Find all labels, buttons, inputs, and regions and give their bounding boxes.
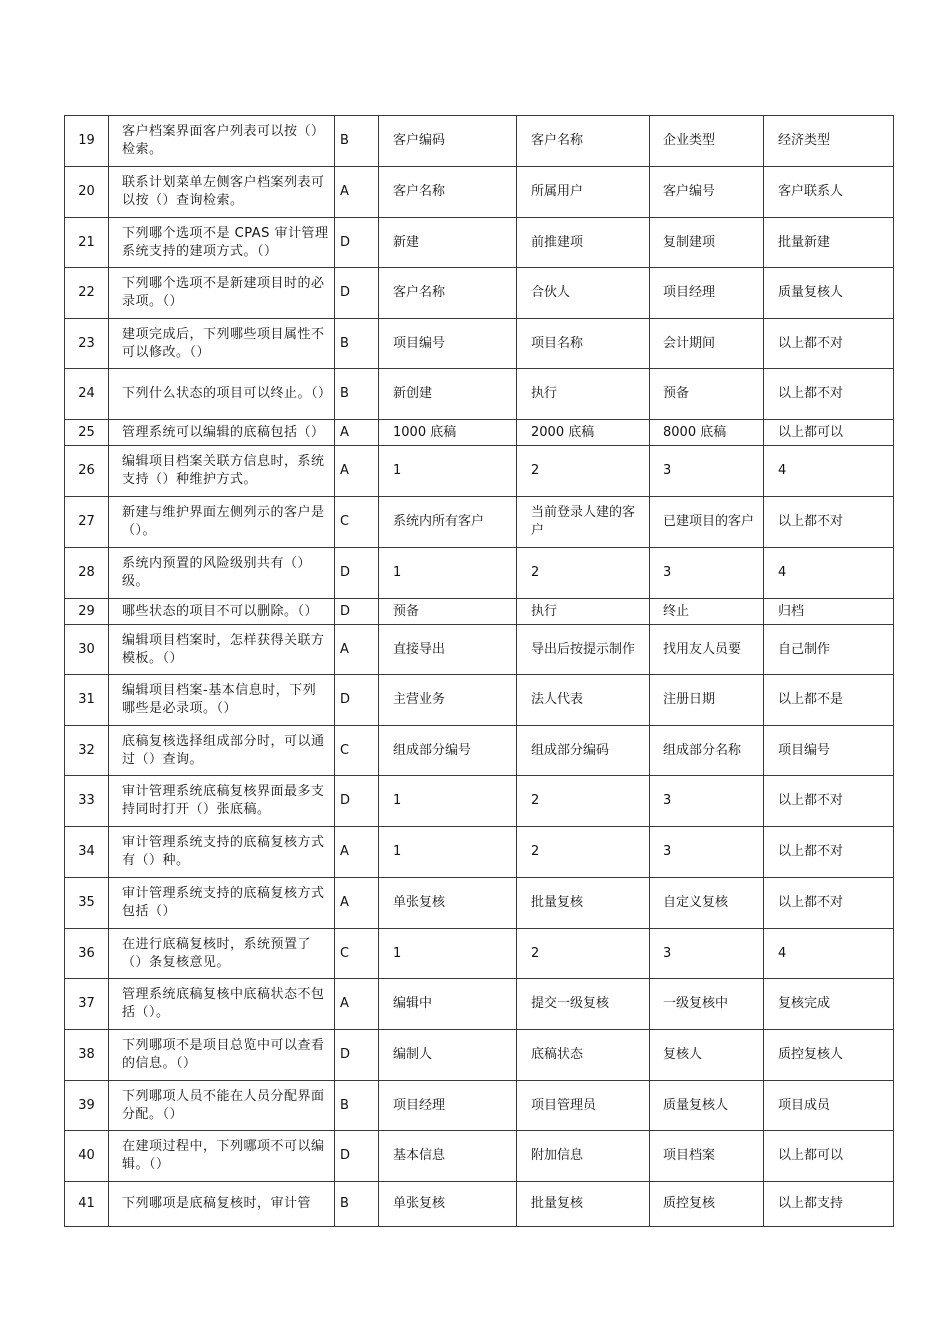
question-row bbox=[65, 726, 894, 776]
option-d: 以上都可以 bbox=[764, 420, 894, 446]
question-row bbox=[65, 1131, 894, 1182]
question-number: 32 bbox=[65, 726, 109, 776]
question-number: 40 bbox=[65, 1131, 109, 1182]
option-b: 2 bbox=[517, 929, 650, 979]
question-text: 联系计划菜单左侧客户档案列表可以按（）查询检索。 bbox=[109, 167, 335, 218]
question-number: 26 bbox=[65, 446, 109, 497]
answer-letter: B bbox=[335, 369, 379, 420]
question-text: 新建与维护界面左侧列示的客户是（）。 bbox=[109, 497, 335, 548]
option-a: 项目经理 bbox=[379, 1081, 517, 1131]
option-a: 客户编码 bbox=[379, 116, 517, 167]
option-b: 所属用户 bbox=[517, 167, 650, 218]
question-row bbox=[65, 599, 894, 625]
option-c: 企业类型 bbox=[650, 116, 764, 167]
question-text: 客户档案界面客户列表可以按（）检索。 bbox=[109, 116, 335, 167]
option-d: 4 bbox=[764, 446, 894, 497]
option-a: 1 bbox=[379, 776, 517, 827]
question-text: 下列哪项是底稿复核时，审计管 bbox=[109, 1182, 335, 1227]
question-number: 22 bbox=[65, 268, 109, 319]
option-d: 批量新建 bbox=[764, 218, 894, 268]
option-c: 项目经理 bbox=[650, 268, 764, 319]
option-a: 项目编号 bbox=[379, 319, 517, 369]
option-b: 批量复核 bbox=[517, 878, 650, 929]
answer-letter: D bbox=[335, 218, 379, 268]
question-number: 25 bbox=[65, 420, 109, 446]
question-row bbox=[65, 446, 894, 497]
question-row bbox=[65, 979, 894, 1030]
option-a: 组成部分编号 bbox=[379, 726, 517, 776]
question-text: 下列什么状态的项目可以终止。（） bbox=[109, 369, 335, 420]
option-c: 3 bbox=[650, 548, 764, 599]
option-b: 前推建项 bbox=[517, 218, 650, 268]
question-number: 34 bbox=[65, 827, 109, 878]
answer-letter: D bbox=[335, 599, 379, 625]
answer-letter: C bbox=[335, 497, 379, 548]
option-d: 以上都不对 bbox=[764, 878, 894, 929]
option-a: 直接导出 bbox=[379, 625, 517, 675]
question-number: 27 bbox=[65, 497, 109, 548]
option-b: 附加信息 bbox=[517, 1131, 650, 1182]
option-c: 3 bbox=[650, 827, 764, 878]
question-text: 下列哪个选项不是 CPAS 审计管理系统支持的建项方式。（） bbox=[109, 218, 335, 268]
option-b: 2 bbox=[517, 446, 650, 497]
question-row bbox=[65, 776, 894, 827]
question-row bbox=[65, 878, 894, 929]
option-d: 以上都不对 bbox=[764, 776, 894, 827]
question-text: 管理系统可以编辑的底稿包括（） bbox=[109, 420, 335, 446]
question-number: 38 bbox=[65, 1030, 109, 1081]
option-c: 一级复核中 bbox=[650, 979, 764, 1030]
option-b: 项目管理员 bbox=[517, 1081, 650, 1131]
option-c: 注册日期 bbox=[650, 675, 764, 726]
option-a: 编辑中 bbox=[379, 979, 517, 1030]
question-row bbox=[65, 268, 894, 319]
answer-letter: D bbox=[335, 1131, 379, 1182]
answer-letter: A bbox=[335, 979, 379, 1030]
option-c: 质量复核人 bbox=[650, 1081, 764, 1131]
question-text: 底稿复核选择组成部分时，可以通过（）查询。 bbox=[109, 726, 335, 776]
question-table-body bbox=[65, 116, 894, 1227]
question-text: 在建项过程中，下列哪项不可以编辑。（） bbox=[109, 1131, 335, 1182]
question-text: 编辑项目档案时，怎样获得关联方模板。（） bbox=[109, 625, 335, 675]
option-c: 3 bbox=[650, 776, 764, 827]
option-a: 单张复核 bbox=[379, 1182, 517, 1227]
question-text: 下列哪项人员不能在人员分配界面分配。（） bbox=[109, 1081, 335, 1131]
answer-letter: C bbox=[335, 726, 379, 776]
question-row bbox=[65, 1182, 894, 1227]
option-d: 4 bbox=[764, 929, 894, 979]
question-number: 31 bbox=[65, 675, 109, 726]
option-a: 基本信息 bbox=[379, 1131, 517, 1182]
option-d: 归档 bbox=[764, 599, 894, 625]
option-b: 2 bbox=[517, 827, 650, 878]
question-number: 39 bbox=[65, 1081, 109, 1131]
option-c: 3 bbox=[650, 929, 764, 979]
option-c: 组成部分名称 bbox=[650, 726, 764, 776]
option-b: 提交一级复核 bbox=[517, 979, 650, 1030]
question-row bbox=[65, 116, 894, 167]
answer-letter: A bbox=[335, 827, 379, 878]
option-a: 系统内所有客户 bbox=[379, 497, 517, 548]
question-row bbox=[65, 675, 894, 726]
option-d: 质量复核人 bbox=[764, 268, 894, 319]
option-d: 复核完成 bbox=[764, 979, 894, 1030]
option-a: 1 bbox=[379, 446, 517, 497]
option-d: 客户联系人 bbox=[764, 167, 894, 218]
question-number: 36 bbox=[65, 929, 109, 979]
option-d: 以上都不是 bbox=[764, 675, 894, 726]
answer-letter: A bbox=[335, 446, 379, 497]
question-number: 19 bbox=[65, 116, 109, 167]
option-b: 2000 底稿 bbox=[517, 420, 650, 446]
answer-letter: B bbox=[335, 116, 379, 167]
question-number: 33 bbox=[65, 776, 109, 827]
option-b: 底稿状态 bbox=[517, 1030, 650, 1081]
option-b: 当前登录人建的客户 bbox=[517, 497, 650, 548]
option-b: 合伙人 bbox=[517, 268, 650, 319]
option-c: 质控复核 bbox=[650, 1182, 764, 1227]
question-text: 系统内预置的风险级别共有（）级。 bbox=[109, 548, 335, 599]
option-d: 自己制作 bbox=[764, 625, 894, 675]
option-a: 预备 bbox=[379, 599, 517, 625]
option-c: 终止 bbox=[650, 599, 764, 625]
option-c: 预备 bbox=[650, 369, 764, 420]
question-number: 35 bbox=[65, 878, 109, 929]
option-c: 3 bbox=[650, 446, 764, 497]
option-b: 导出后按提示制作 bbox=[517, 625, 650, 675]
option-d: 以上都不对 bbox=[764, 369, 894, 420]
option-b: 法人代表 bbox=[517, 675, 650, 726]
answer-letter: A bbox=[335, 420, 379, 446]
question-number: 28 bbox=[65, 548, 109, 599]
answer-letter: D bbox=[335, 548, 379, 599]
question-row bbox=[65, 1081, 894, 1131]
option-b: 客户名称 bbox=[517, 116, 650, 167]
question-row bbox=[65, 929, 894, 979]
option-c: 项目档案 bbox=[650, 1131, 764, 1182]
option-c: 复制建项 bbox=[650, 218, 764, 268]
answer-letter: C bbox=[335, 929, 379, 979]
option-d: 4 bbox=[764, 548, 894, 599]
option-b: 2 bbox=[517, 548, 650, 599]
question-row bbox=[65, 319, 894, 369]
option-c: 8000 底稿 bbox=[650, 420, 764, 446]
option-a: 客户名称 bbox=[379, 268, 517, 319]
question-text: 编辑项目档案关联方信息时，系统支持（）种维护方式。 bbox=[109, 446, 335, 497]
question-number: 23 bbox=[65, 319, 109, 369]
answer-letter: D bbox=[335, 1030, 379, 1081]
question-row bbox=[65, 827, 894, 878]
option-a: 1 bbox=[379, 548, 517, 599]
option-a: 主营业务 bbox=[379, 675, 517, 726]
option-b: 项目名称 bbox=[517, 319, 650, 369]
answer-letter: B bbox=[335, 1182, 379, 1227]
question-text: 审计管理系统支持的底稿复核方式有（）种。 bbox=[109, 827, 335, 878]
question-number: 20 bbox=[65, 167, 109, 218]
option-a: 新创建 bbox=[379, 369, 517, 420]
option-a: 1000 底稿 bbox=[379, 420, 517, 446]
question-text: 下列哪个选项不是新建项目时的必录项。（） bbox=[109, 268, 335, 319]
option-a: 编制人 bbox=[379, 1030, 517, 1081]
option-d: 以上都不对 bbox=[764, 497, 894, 548]
question-text: 审计管理系统支持的底稿复核方式包括（） bbox=[109, 878, 335, 929]
question-text: 建项完成后，下列哪些项目属性不可以修改。（） bbox=[109, 319, 335, 369]
question-number: 30 bbox=[65, 625, 109, 675]
option-d: 质控复核人 bbox=[764, 1030, 894, 1081]
option-d: 以上都可以 bbox=[764, 1131, 894, 1182]
option-a: 单张复核 bbox=[379, 878, 517, 929]
option-d: 以上都支持 bbox=[764, 1182, 894, 1227]
question-row bbox=[65, 420, 894, 446]
option-b: 2 bbox=[517, 776, 650, 827]
question-number: 24 bbox=[65, 369, 109, 420]
question-row bbox=[65, 1030, 894, 1081]
option-c: 复核人 bbox=[650, 1030, 764, 1081]
question-text: 审计管理系统底稿复核界面最多支持同时打开（）张底稿。 bbox=[109, 776, 335, 827]
answer-letter: B bbox=[335, 319, 379, 369]
option-c: 找用友人员要 bbox=[650, 625, 764, 675]
question-number: 29 bbox=[65, 599, 109, 625]
option-c: 会计期间 bbox=[650, 319, 764, 369]
question-number: 21 bbox=[65, 218, 109, 268]
option-d: 项目成员 bbox=[764, 1081, 894, 1131]
option-c: 自定义复核 bbox=[650, 878, 764, 929]
question-row bbox=[65, 369, 894, 420]
question-row bbox=[65, 625, 894, 675]
answer-letter: B bbox=[335, 1081, 379, 1131]
option-d: 经济类型 bbox=[764, 116, 894, 167]
question-table bbox=[64, 115, 894, 1227]
option-d: 以上都不对 bbox=[764, 827, 894, 878]
question-row bbox=[65, 548, 894, 599]
answer-letter: D bbox=[335, 268, 379, 319]
option-b: 批量复核 bbox=[517, 1182, 650, 1227]
option-b: 执行 bbox=[517, 599, 650, 625]
question-row bbox=[65, 497, 894, 548]
question-text: 在进行底稿复核时，系统预置了（）条复核意见。 bbox=[109, 929, 335, 979]
option-a: 1 bbox=[379, 929, 517, 979]
option-a: 客户名称 bbox=[379, 167, 517, 218]
question-text: 管理系统底稿复核中底稿状态不包括（）。 bbox=[109, 979, 335, 1030]
option-c: 客户编号 bbox=[650, 167, 764, 218]
answer-letter: D bbox=[335, 776, 379, 827]
question-number: 41 bbox=[65, 1182, 109, 1227]
option-b: 组成部分编码 bbox=[517, 726, 650, 776]
question-row bbox=[65, 167, 894, 218]
option-a: 新建 bbox=[379, 218, 517, 268]
question-row bbox=[65, 218, 894, 268]
answer-letter: A bbox=[335, 167, 379, 218]
question-text: 哪些状态的项目不可以删除。（） bbox=[109, 599, 335, 625]
option-d: 项目编号 bbox=[764, 726, 894, 776]
answer-letter: A bbox=[335, 625, 379, 675]
question-text: 编辑项目档案-基本信息时，下列哪些是必录项。（） bbox=[109, 675, 335, 726]
answer-letter: A bbox=[335, 878, 379, 929]
option-b: 执行 bbox=[517, 369, 650, 420]
option-c: 已建项目的客户 bbox=[650, 497, 764, 548]
question-text: 下列哪项不是项目总览中可以查看的信息。（） bbox=[109, 1030, 335, 1081]
option-d: 以上都不对 bbox=[764, 319, 894, 369]
option-a: 1 bbox=[379, 827, 517, 878]
answer-letter: D bbox=[335, 675, 379, 726]
question-number: 37 bbox=[65, 979, 109, 1030]
